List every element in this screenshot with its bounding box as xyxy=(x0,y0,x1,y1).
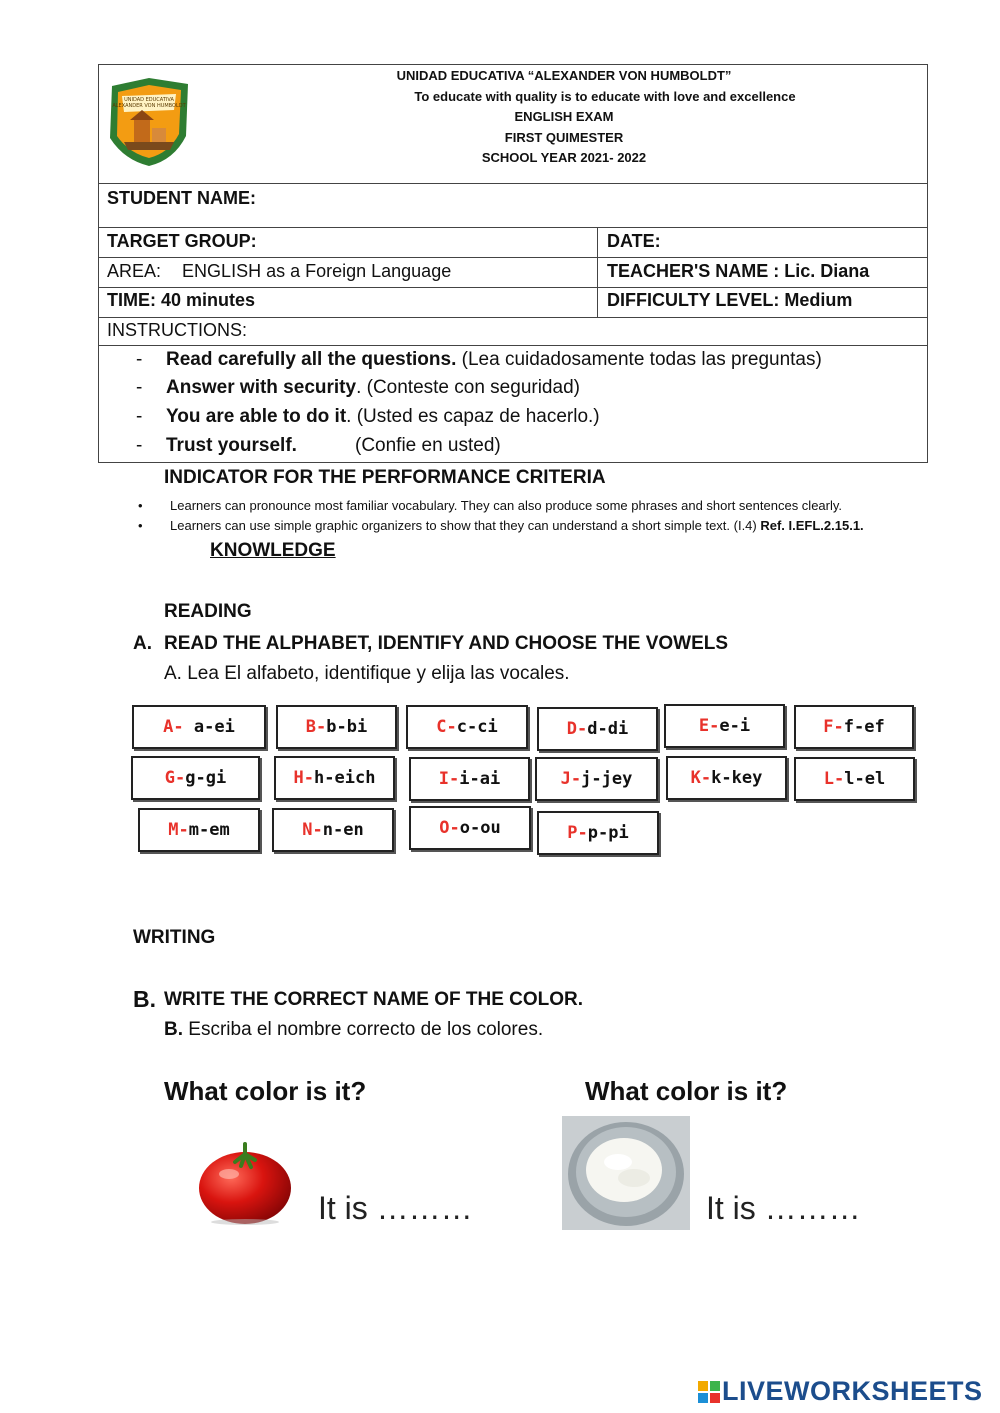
indicator-bullet: • Learners can pronounce most familiar vocabulary. They can also produce some phrases and short sentences clearly. xyxy=(138,498,843,513)
alphabet-card[interactable]: M- m-em xyxy=(138,808,260,852)
question-b-translation: B. Escriba el nombre correcto de los colores. xyxy=(164,1019,544,1040)
indicator-bullet: • Learners can use simple graphic organizers to show that they can understand a short simple text. (I.4) Ref. I.EFL.2.15.1. xyxy=(138,518,864,533)
exam-term: FIRST QUIMESTER xyxy=(504,130,624,145)
alphabet-card[interactable]: J- j-jey xyxy=(535,757,658,801)
student-name-field: STUDENT NAME: xyxy=(107,188,256,208)
alphabet-card[interactable]: N- n-en xyxy=(272,808,394,852)
reading-heading: READING xyxy=(164,601,252,622)
alphabet-card[interactable]: L- l-el xyxy=(794,757,915,801)
area-field xyxy=(107,261,451,282)
indicator-title: INDICATOR FOR THE PERFORMANCE CRITERIA xyxy=(164,467,606,488)
alphabet-card[interactable]: B- b-bi xyxy=(276,705,397,749)
exam-title: ENGLISH EXAM xyxy=(514,109,614,124)
time-field: TIME: 40 minutes xyxy=(107,290,256,310)
school-motto: To educate with quality is to educate with love and excellence xyxy=(414,89,796,104)
alphabet-card[interactable]: E- e-i xyxy=(664,704,785,748)
instructions-label: INSTRUCTIONS: xyxy=(107,320,248,340)
question-a-text: READ THE ALPHABET, IDENTIFY AND CHOOSE THE VOWELS xyxy=(164,633,729,654)
alphabet-card[interactable]: F- f-ef xyxy=(794,705,914,749)
question-a-letter: A. xyxy=(133,633,152,654)
alphabet-card[interactable]: H- h-eich xyxy=(274,756,395,800)
school-year: SCHOOL YEAR 2021- 2022 xyxy=(481,150,647,165)
alphabet-card[interactable]: D- d-di xyxy=(537,707,658,751)
writing-heading: WRITING xyxy=(133,927,216,948)
area-label: AREA: xyxy=(107,261,162,281)
alphabet-card[interactable]: I- i-ai xyxy=(409,757,530,801)
school-name: UNIDAD EDUCATIVA “ALEXANDER VON HUMBOLDT” xyxy=(396,68,732,83)
color-answer-1[interactable]: It is ……… xyxy=(318,1190,473,1226)
instruction-item: - You are able to do it. (Usted es capaz de hacerlo.) xyxy=(136,406,600,427)
tomato-image xyxy=(195,1140,295,1226)
rice-image xyxy=(562,1116,690,1230)
instruction-item: - Answer with security. (Conteste con seguridad) xyxy=(136,377,580,398)
alphabet-card[interactable]: O- o-ou xyxy=(409,806,531,850)
alphabet-card[interactable]: K- k-key xyxy=(666,756,787,800)
area-value: ENGLISH as a Foreign Language xyxy=(182,261,452,281)
svg-text:ALEXANDER VON HUMBOLDT: ALEXANDER VON HUMBOLDT xyxy=(112,103,186,109)
color-question-1: What color is it? xyxy=(164,1076,367,1106)
question-a-translation: A. Lea El alfabeto, identifique y elija las vocales. xyxy=(164,663,570,684)
teacher-name-field: TEACHER'S NAME : Lic. Diana xyxy=(607,261,870,281)
alphabet-card[interactable]: G- g-gi xyxy=(131,756,260,800)
target-group-field: TARGET GROUP: xyxy=(107,231,257,251)
question-b-letter: B. xyxy=(133,986,156,1012)
liveworksheets-logo-icon xyxy=(698,1381,720,1403)
logo-lettering: UNIDAD EDUCATIVA xyxy=(124,97,174,103)
difficulty-field: DIFFICULTY LEVEL: Medium xyxy=(607,290,853,310)
alphabet-card[interactable]: P- p-pi xyxy=(537,811,659,855)
color-question-2: What color is it? xyxy=(585,1076,788,1106)
alphabet-card[interactable]: C- c-ci xyxy=(406,705,528,749)
school-logo xyxy=(104,76,194,168)
question-b-text: WRITE THE CORRECT NAME OF THE COLOR. xyxy=(164,989,584,1010)
knowledge-heading: KNOWLEDGE xyxy=(210,540,336,561)
date-field: DATE: xyxy=(607,231,661,251)
color-answer-2[interactable]: It is ……… xyxy=(706,1190,861,1226)
alphabet-card[interactable]: A- a-ei xyxy=(132,705,266,749)
liveworksheets-brand[interactable]: LIVEWORKSHEETS xyxy=(722,1376,983,1406)
instruction-item: - Trust yourself. (Confie en usted) xyxy=(136,435,501,456)
instruction-item: - Read carefully all the questions. (Lea cuidadosamente todas las preguntas) xyxy=(136,349,822,370)
